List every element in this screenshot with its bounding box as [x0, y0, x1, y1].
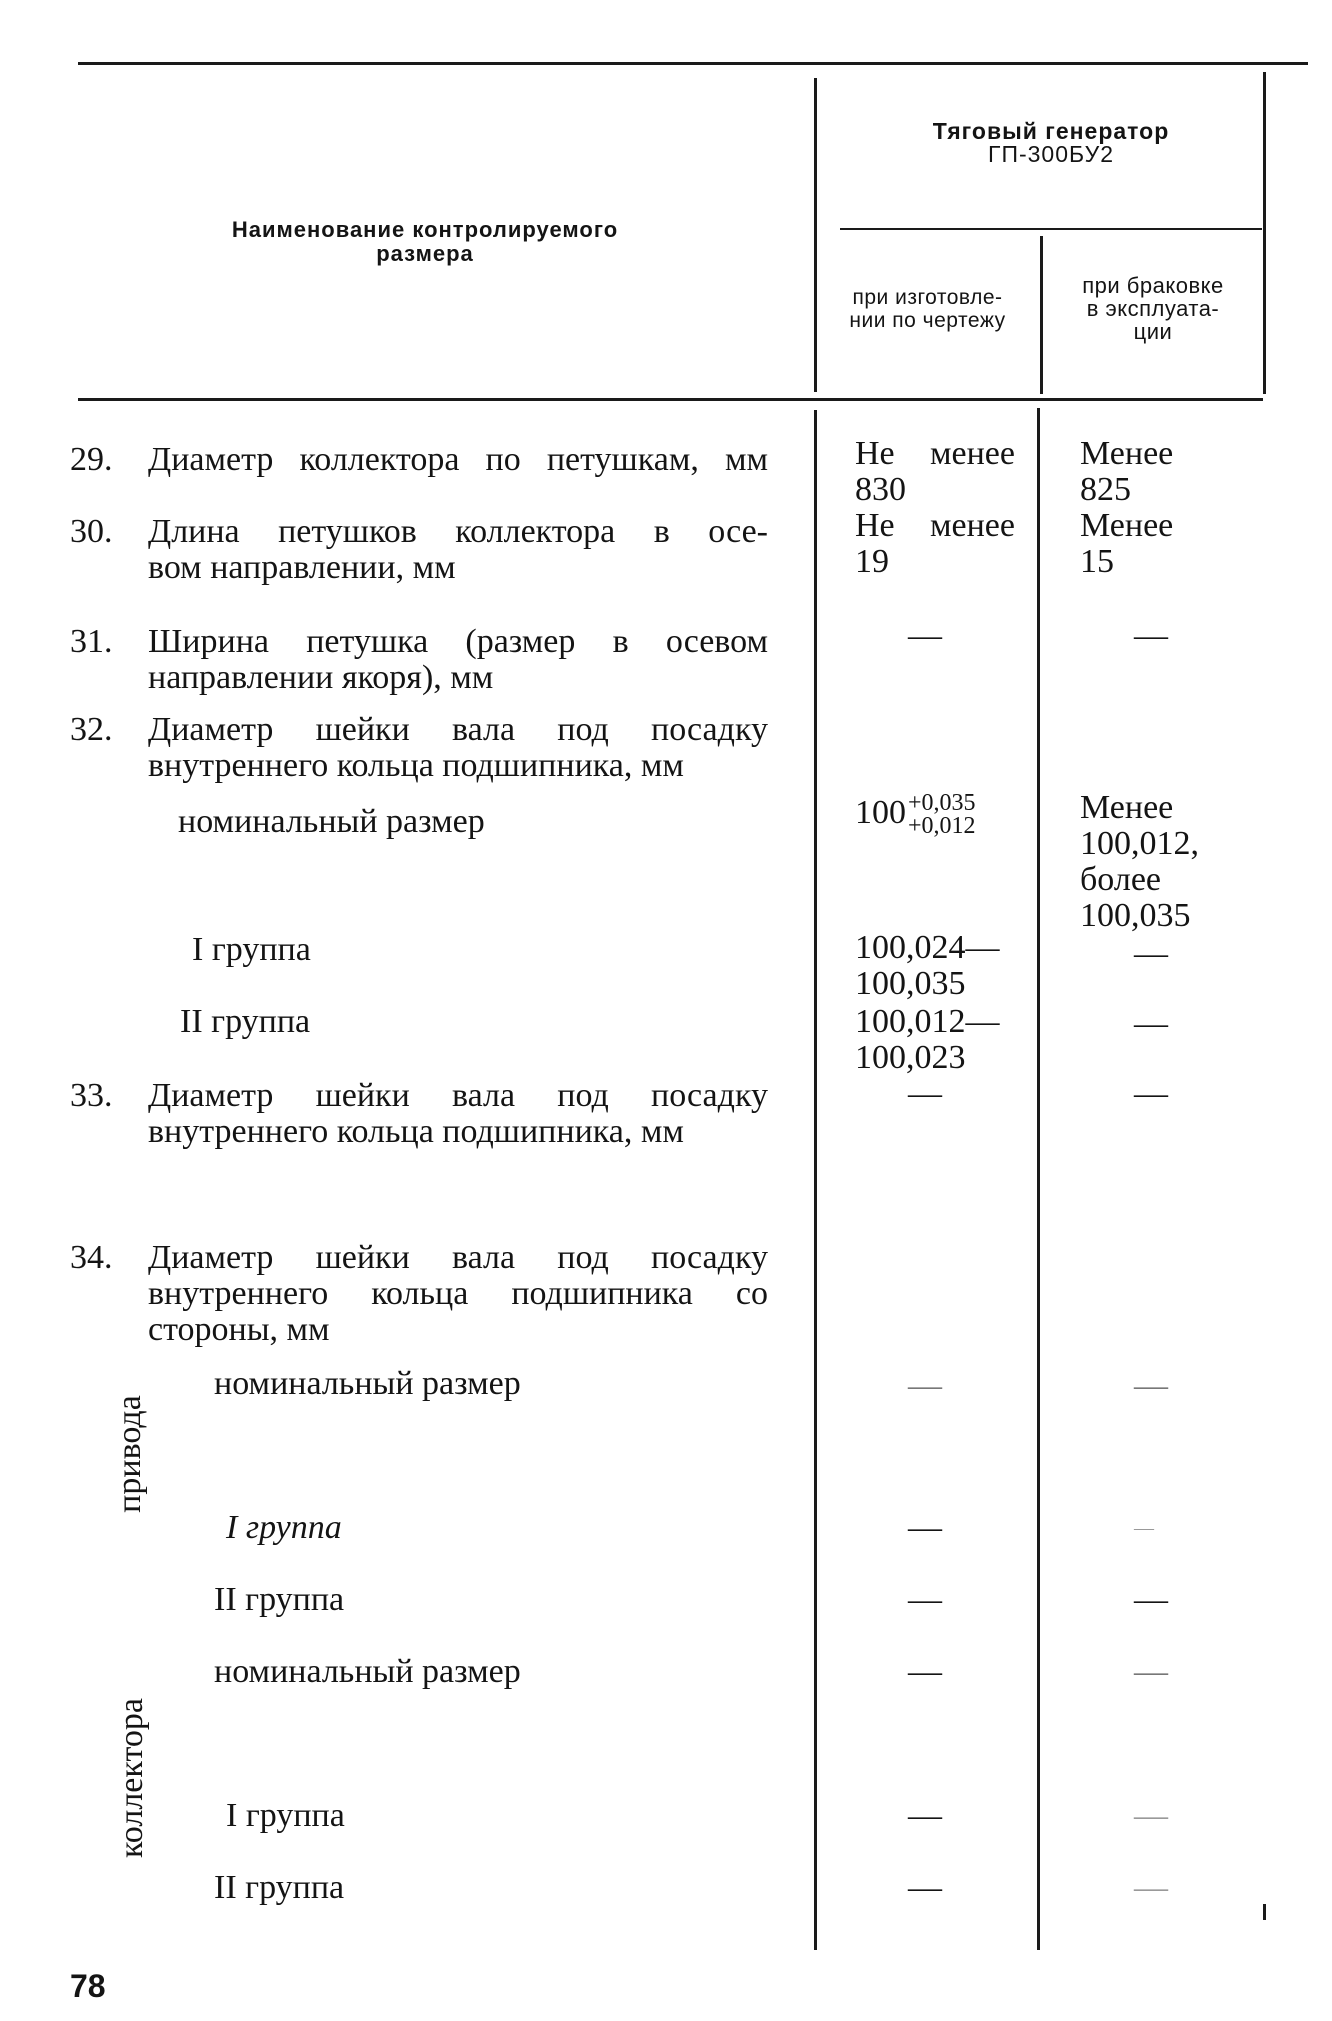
header-col-reject	[1043, 274, 1263, 343]
collector-nominal-reject: —	[1134, 1653, 1168, 1690]
row-34-line2: внутреннего кольца подшипника со	[148, 1275, 768, 1312]
row-29-reject	[1080, 436, 1173, 508]
column-line-right-body	[1263, 1904, 1266, 1920]
collector-g2-reject: —	[1134, 1869, 1168, 1906]
table-top-rule	[78, 62, 1308, 65]
row-33-manufacture: —	[908, 1075, 942, 1112]
row-32-g2-manufacture	[855, 1004, 1000, 1076]
row-31-text	[148, 624, 768, 696]
group-header-rule	[840, 228, 1262, 230]
row-30-line1: Длина петушков коллектора в осе-	[148, 513, 768, 550]
header-col-manufacture	[815, 286, 1040, 332]
drive-g1-manufacture: —	[908, 1509, 942, 1546]
column-line-right	[1263, 72, 1266, 394]
row-32-nominal-label: номинальный размер	[178, 803, 485, 840]
row-32-nominal-lower: +0,012	[908, 813, 976, 839]
row-32-nominal-reject	[1080, 790, 1199, 934]
header-group-line2: ГП-300БУ2	[988, 141, 1114, 167]
header-reject-line2: в эксплуата-	[1086, 296, 1220, 321]
header-group-line1: Тяговый генератор	[932, 118, 1170, 144]
collector-g1-manufacture: —	[908, 1797, 942, 1834]
row-29-manufacture-line1: Не менее	[855, 435, 1015, 472]
row-34-text	[148, 1240, 768, 1348]
header-manufacture-line2: нии по чертежу	[849, 309, 1006, 332]
row-33-text	[148, 1078, 768, 1150]
row-32-number: 32.	[70, 711, 113, 748]
drive-g2-label: II группа	[214, 1581, 345, 1618]
row-34-line3: стороны, мм	[148, 1311, 330, 1348]
header-parameter-col	[180, 218, 670, 266]
side-label-collector: коллектора	[113, 1698, 150, 1858]
row-32-nominal-reject-line1: Менее	[1080, 789, 1174, 826]
row-31-number: 31.	[70, 623, 113, 660]
row-32-g1-manufacture	[855, 930, 1000, 1002]
drive-g2-reject: —	[1134, 1581, 1168, 1618]
row-30-line2: вом направлении, мм	[148, 549, 456, 586]
row-30-manufacture-line1: Не менее	[855, 507, 1015, 544]
row-34-number: 34.	[70, 1239, 113, 1276]
row-32-g2-manufacture-line2: 100,023	[855, 1039, 966, 1076]
row-30-number: 30.	[70, 513, 113, 550]
row-33-line2: внутреннего кольца подшипника, мм	[148, 1113, 684, 1150]
row-32-g2-reject: —	[1134, 1005, 1168, 1042]
row-29-reject-line2: 825	[1080, 471, 1131, 508]
drive-nominal-reject: —	[1134, 1367, 1168, 1404]
row-32-line1: Диаметр шейки вала под посадку	[148, 711, 768, 748]
row-32-g1-manufacture-line1: 100,024—	[855, 929, 1000, 966]
row-33-line1: Диаметр шейки вала под посадку	[148, 1077, 768, 1114]
collector-g2-label: II группа	[214, 1869, 345, 1906]
row-32-nominal-manufacture	[855, 792, 976, 838]
drive-nominal-label: номинальный размер	[214, 1365, 521, 1402]
column-line-left-body	[814, 410, 817, 1950]
row-32-g1-manufacture-line2: 100,035	[855, 965, 966, 1002]
row-32-nominal-reject-line4: 100,035	[1080, 897, 1191, 934]
header-reject-line3: ции	[1133, 319, 1173, 344]
drive-nominal-manufacture: —	[908, 1367, 942, 1404]
row-32-nominal-reject-line3: более	[1080, 861, 1161, 898]
header-reject-line1: при браковке	[1082, 273, 1224, 298]
row-31-manufacture: —	[908, 617, 942, 654]
collector-nominal-label: номинальный размер	[214, 1653, 521, 1690]
row-29-manufacture-line2: 830	[855, 471, 906, 508]
row-32-g2-label: II группа	[180, 1003, 311, 1040]
row-32-g1-label: I группа	[192, 931, 311, 968]
row-29-text	[148, 442, 768, 478]
header-parameter-line2: размера	[376, 241, 474, 266]
row-30-manufacture-line2: 19	[855, 543, 889, 580]
drive-g2-manufacture: —	[908, 1581, 942, 1618]
row-32-g1-reject: —	[1134, 935, 1168, 972]
row-30-reject-line2: 15	[1080, 543, 1114, 580]
page-number: 78	[70, 1968, 106, 2004]
row-30-reject	[1080, 508, 1173, 580]
row-29-manufacture	[855, 436, 1015, 508]
row-31-line1: Ширина петушка (размер в осевом	[148, 623, 768, 660]
row-32-nominal-reject-line2: 100,012,	[1080, 825, 1199, 862]
row-30-text	[148, 514, 768, 586]
row-32-text	[148, 712, 768, 784]
column-line-middle-body	[1037, 408, 1040, 1950]
row-32-nominal-base: 100	[855, 793, 906, 831]
row-32-nominal-upper: +0,035	[908, 790, 976, 816]
header-group-title	[840, 120, 1262, 166]
row-31-line2: направлении якоря), мм	[148, 659, 494, 696]
row-32-line2: внутреннего кольца подшипника, мм	[148, 747, 684, 784]
row-32-g2-manufacture-line1: 100,012—	[855, 1003, 1000, 1040]
row-33-number: 33.	[70, 1077, 113, 1114]
row-30-manufacture	[855, 508, 1015, 580]
row-34-line1: Диаметр шейки вала под посадку	[148, 1239, 768, 1276]
header-parameter-line1: Наименование контролируемого	[231, 217, 619, 242]
collector-g1-label: I группа	[226, 1797, 345, 1834]
row-29-number: 29.	[70, 441, 113, 478]
row-30-reject-line1: Менее	[1080, 507, 1174, 544]
header-manufacture-line1: при изготовле-	[852, 286, 1003, 309]
drive-g1-reject: —	[1134, 1517, 1154, 1539]
drive-g1-label: I группа	[226, 1509, 342, 1546]
collector-g2-manufacture: —	[908, 1869, 942, 1906]
column-line-left	[814, 78, 817, 392]
collector-g1-reject: —	[1134, 1797, 1168, 1834]
header-bottom-rule	[78, 398, 1263, 401]
row-29-reject-line1: Менее	[1080, 435, 1174, 472]
row-29-line1: Диаметр коллектора по петушкам, мм	[148, 441, 768, 478]
collector-nominal-manufacture: —	[908, 1653, 942, 1690]
row-31-reject: —	[1134, 617, 1168, 654]
side-label-drive: привода	[111, 1395, 148, 1513]
row-33-reject: —	[1134, 1075, 1168, 1112]
